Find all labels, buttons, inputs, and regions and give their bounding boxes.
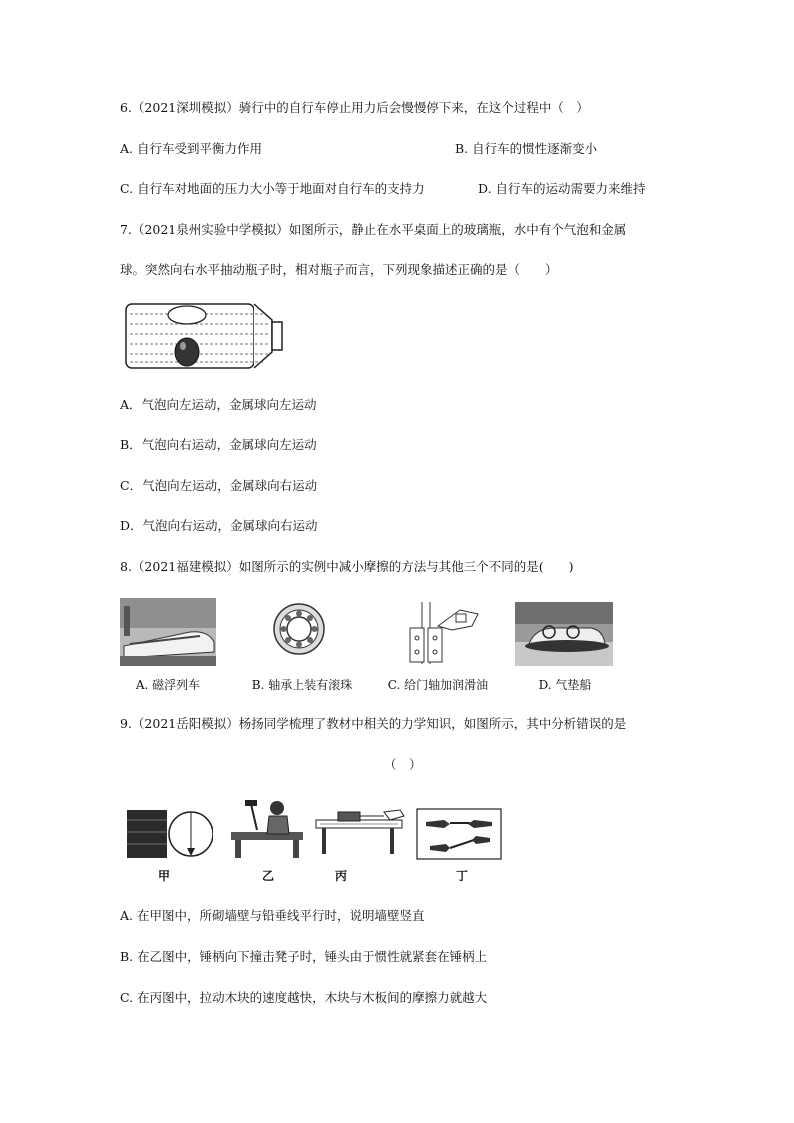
- q6-option-c: C. 自行车对地面的压力大小等于地面对自行车的支持力: [120, 181, 425, 196]
- door-hinge-oiling-image: [402, 600, 482, 666]
- q9-option-a: A. 在甲图中，所砌墙壁与铅垂线平行时，说明墙壁竖直: [120, 908, 425, 923]
- hands-force-image: [416, 808, 502, 860]
- fig-label-jia: 甲: [158, 869, 171, 883]
- hovercraft-image: [515, 602, 613, 666]
- q7-option-a: A．气泡向左运动，金属球向左运动: [120, 397, 317, 412]
- q7-option-c: C．气泡向左运动，金属球向右运动: [120, 478, 318, 493]
- q9-option-b: B. 在乙图中，锤柄向下撞击凳子时，锤头由于惯性就紧套在锤柄上: [120, 949, 488, 964]
- maglev-train-image: [120, 598, 216, 666]
- fig-label-bing: 丙: [335, 869, 348, 883]
- wood-block-friction-image: [314, 808, 406, 856]
- metal-ball: [175, 338, 199, 366]
- q7-option-b: B．气泡向右运动，金属球向左运动: [120, 437, 317, 452]
- bottle-figure: [124, 302, 286, 372]
- q7-stem-line1: 7.（2021泉州实验中学模拟）如图所示，静止在水平桌面上的玻璃瓶，水中有个气泡和金属: [120, 222, 627, 237]
- caption-a: A. 磁浮列车: [135, 678, 201, 692]
- caption-b: B. 轴承上装有滚珠: [251, 678, 353, 692]
- fig-label-ding: 丁: [456, 869, 469, 883]
- caption-c: C. 给门轴加润滑油: [387, 678, 489, 692]
- plumb-line-wall-image: [127, 806, 213, 860]
- hammer-stool-image: [231, 798, 303, 860]
- q8-stem: 8.（2021福建模拟）如图所示的实例中减小摩擦的方法与其他三个不同的是( ): [120, 559, 574, 574]
- q6-option-d: D. 自行车的运动需要力来维持: [478, 181, 646, 196]
- q6-stem: 6.（2021深圳模拟）骑行中的自行车停止用力后会慢慢停下来，在这个过程中（ ）: [120, 100, 589, 115]
- q9-stem: 9.（2021岳阳模拟）杨扬同学梳理了教材中相关的力学知识，如图所示，其中分析错误的是: [120, 716, 627, 731]
- caption-d: D. 气垫船: [538, 678, 592, 692]
- q9-option-c: C. 在丙图中，拉动木块的速度越快，木块与木板间的摩擦力就越大: [120, 990, 488, 1005]
- q7-stem-line2: 球。突然向右水平抽动瓶子时，相对瓶子而言，下列现象描述正确的是（ ）: [120, 262, 558, 277]
- air-bubble: [168, 306, 206, 324]
- q7-option-d: D．气泡向右运动，金属球向右运动: [120, 518, 318, 533]
- fig-label-yi: 乙: [262, 869, 275, 883]
- q6-option-b: B. 自行车的惯性逐渐变小: [455, 141, 598, 156]
- ball-bearing-image: [272, 602, 326, 656]
- q9-blank: （ ）: [384, 757, 422, 772]
- q6-option-a: A. 自行车受到平衡力作用: [120, 141, 262, 156]
